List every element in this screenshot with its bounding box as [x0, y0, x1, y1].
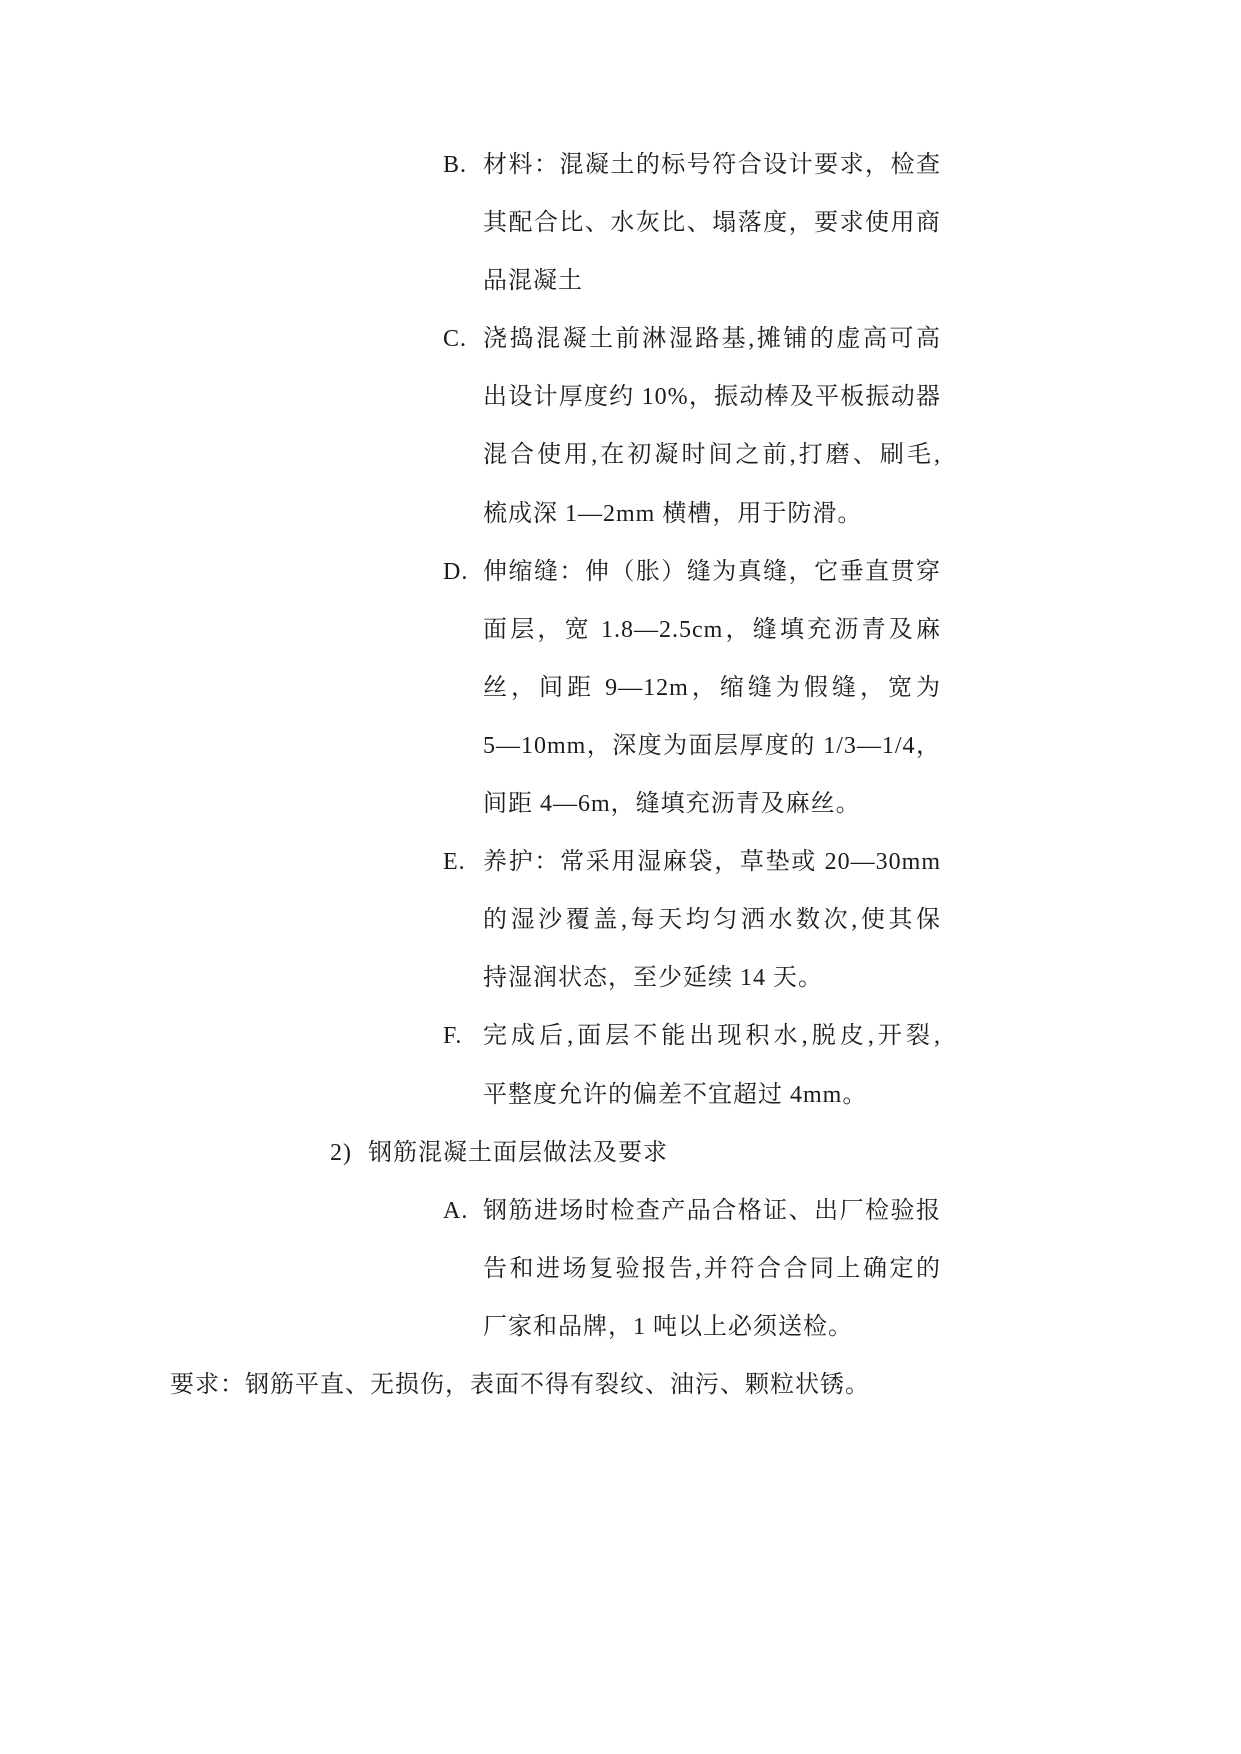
text-line: 其配合比、水灰比、塌落度，要求使用商: [483, 210, 941, 237]
list-item-c: [0, 310, 1241, 542]
text-line: 厂家和品牌，1 吨以上必须送检。: [483, 1313, 853, 1340]
text-line: 养护：常采用湿麻袋，草垫或 20—30mm: [483, 849, 941, 876]
list-item-d: [0, 543, 1241, 833]
text-line: 出设计厚度约 10%，振动棒及平板振动器: [483, 384, 941, 411]
section-number: 2): [330, 1139, 352, 1166]
list-item-text: [483, 1007, 941, 1123]
text-line: 面层，宽 1.8—2.5cm，缝填充沥青及麻: [483, 616, 941, 643]
list-item-label: B.: [443, 152, 468, 178]
list-item-label: A.: [443, 1197, 469, 1224]
text-line: 5—10mm，深度为面层厚度的 1/3—1/4，: [483, 732, 941, 759]
text-line: 梳成深 1—2mm 横槽，用于防滑。: [483, 500, 863, 527]
list-item-text: [483, 833, 941, 1007]
text-line: 平整度允许的偏差不宜超过 4mm。: [483, 1081, 868, 1108]
section-heading: [0, 1124, 1241, 1182]
text-line: 伸缩缝：伸（胀）缝为真缝，它垂直贯穿: [483, 558, 941, 585]
document-body: [0, 136, 1241, 1414]
text-line: 完成后,面层不能出现积水,脱皮,开裂,: [483, 1023, 941, 1050]
list-item-label: F.: [443, 1023, 463, 1050]
list-item-label: C.: [443, 326, 468, 353]
text-line: 告和进场复验报告,并符合合同上确定的: [483, 1255, 941, 1282]
list-item-text: [483, 136, 941, 310]
text-line: 钢筋进场时检查产品合格证、出厂检验报: [483, 1197, 941, 1224]
text-line: 品混凝土: [483, 268, 583, 295]
list-item-f: [0, 1007, 1241, 1123]
requirement-paragraph: 要求：钢筋平直、无损伤，表面不得有裂纹、油污、颗粒状锈。: [170, 1371, 870, 1398]
list-item-text: [483, 543, 941, 833]
text-line: 持湿润状态，至少延续 14 天。: [483, 965, 823, 992]
section-title: 钢筋混凝土面层做法及要求: [368, 1139, 668, 1166]
list-item-label: E.: [443, 849, 466, 876]
text-line: 浇捣混凝土前淋湿路基,摊铺的虚高可高: [483, 326, 941, 353]
list-item-text: [483, 310, 941, 542]
list-item-e: [0, 833, 1241, 1007]
list-item-a: [0, 1182, 1241, 1356]
text-line: 的湿沙覆盖,每天均匀洒水数次,使其保: [483, 907, 941, 934]
list-item-text: [483, 1182, 941, 1356]
text-line: 间距 4—6m，缝填充沥青及麻丝。: [483, 791, 861, 818]
text-line: 混合使用,在初凝时间之前,打磨、刷毛,: [483, 442, 941, 469]
list-item-b: [0, 136, 1241, 310]
text-line: 材料：混凝土的标号符合设计要求，检查: [483, 152, 941, 178]
list-item-label: D.: [443, 558, 469, 585]
text-line: 丝，间距 9—12m，缩缝为假缝，宽为: [483, 674, 941, 701]
